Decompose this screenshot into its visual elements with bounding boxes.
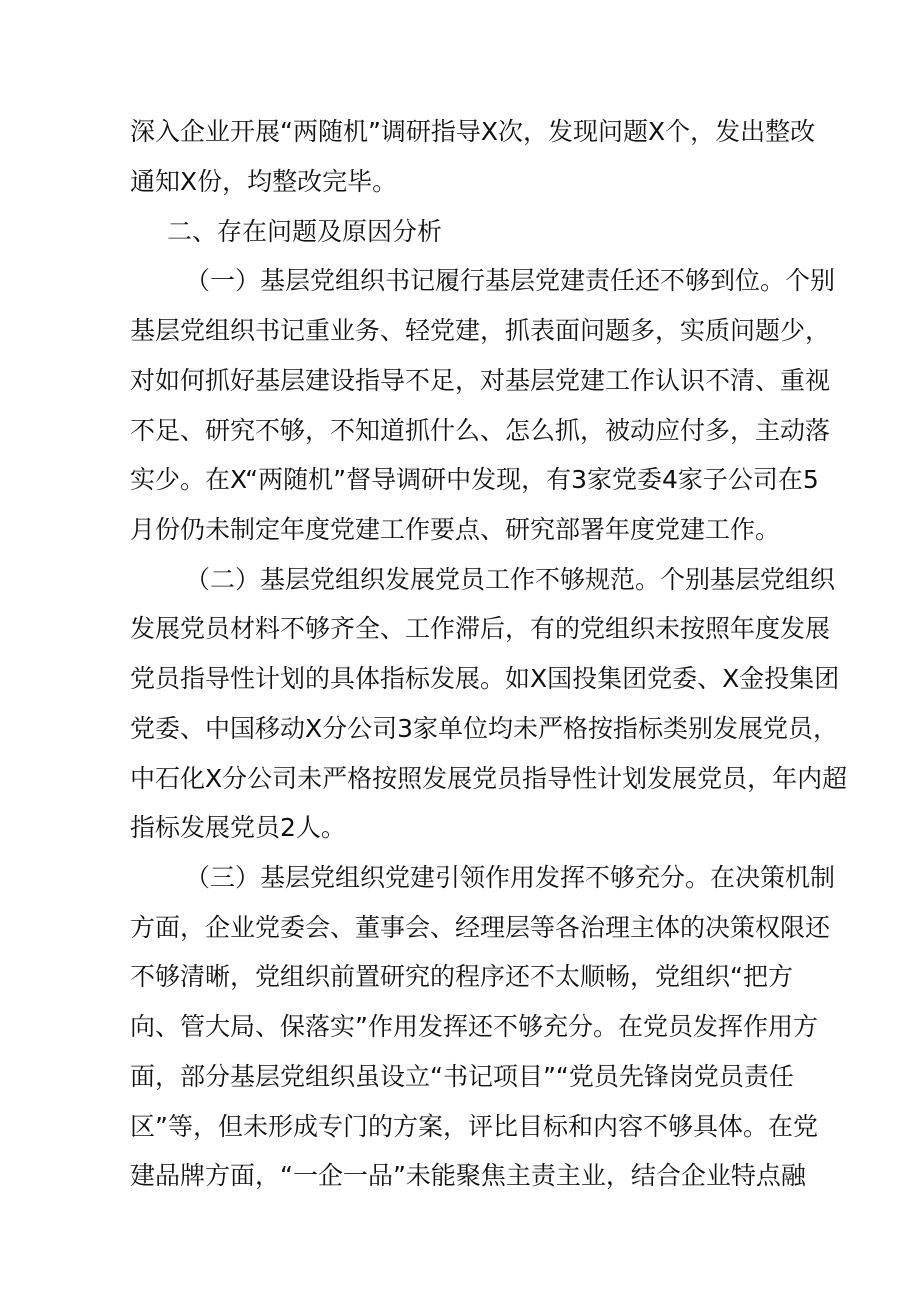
body-text-line: 通知X份，均整改完毕。	[130, 167, 398, 196]
section-heading: 二、存在问题及原因分析	[167, 217, 443, 246]
body-text-line: 建品牌方面，“一企一品”未能聚焦主责主业，结合企业特点融	[130, 1161, 806, 1190]
body-text-line: 实少。在X“两随机”督导调研中发现，有3家党委4家子公司在5	[130, 465, 819, 494]
subsection-heading-line: （一）基层党组织书记履行基层党建责任还不够到位。个别	[185, 266, 836, 295]
subsection-heading-line: （三）基层党组织党建引领作用发挥不够充分。在决策机制	[185, 863, 836, 892]
body-text-line: 不够清晰，党组织前置研究的程序还不太顺畅，党组织“把方	[130, 962, 793, 991]
body-text-line: 党员指导性计划的具体指标发展。如X国投集团党委、X金投集团	[130, 664, 840, 693]
body-text-line: 发展党员材料不够齐全、工作滞后，有的党组织未按照年度发展	[130, 614, 831, 643]
body-text-line: 方面，企业党委会、董事会、经理层等各治理主体的决策权限还	[130, 913, 831, 942]
body-text-line: 区”等，但未形成专门的方案，评比目标和内容不够具体。在党	[130, 1112, 818, 1141]
body-text-line: 向、管大局、保落实”作用发挥还不够充分。在党员发挥作用方	[130, 1012, 818, 1041]
body-text-line: 对如何抓好基层建设指导不足，对基层党建工作认识不清、重视	[130, 366, 831, 395]
body-text-line: 指标发展党员2人。	[130, 813, 346, 842]
body-text-line: 基层党组织书记重业务、轻党建，抓表面问题多，实质问题少，	[130, 316, 831, 345]
body-text-line: 中石化X分公司未严格按照发展党员指导性计划发展党员，年内超	[130, 764, 848, 793]
body-text-line: 月份仍未制定年度党建工作要点、研究部署年度党建工作。	[130, 515, 781, 544]
body-text-line: 面，部分基层党组织虽设立“书记项目”“党员先锋岗党员责任	[130, 1062, 794, 1091]
body-text-line: 深入企业开展“两随机”调研指导X次，发现问题X个，发出整改	[130, 117, 816, 146]
body-text-line: 不足、研究不够，不知道抓什么、怎么抓，被动应付多，主动落	[130, 416, 831, 445]
subsection-heading-line: （二）基层党组织发展党员工作不够规范。个别基层党组织	[185, 565, 836, 594]
body-text-line: 党委、中国移动X分公司3家单位均未严格按指标类别发展党员，	[130, 714, 839, 743]
